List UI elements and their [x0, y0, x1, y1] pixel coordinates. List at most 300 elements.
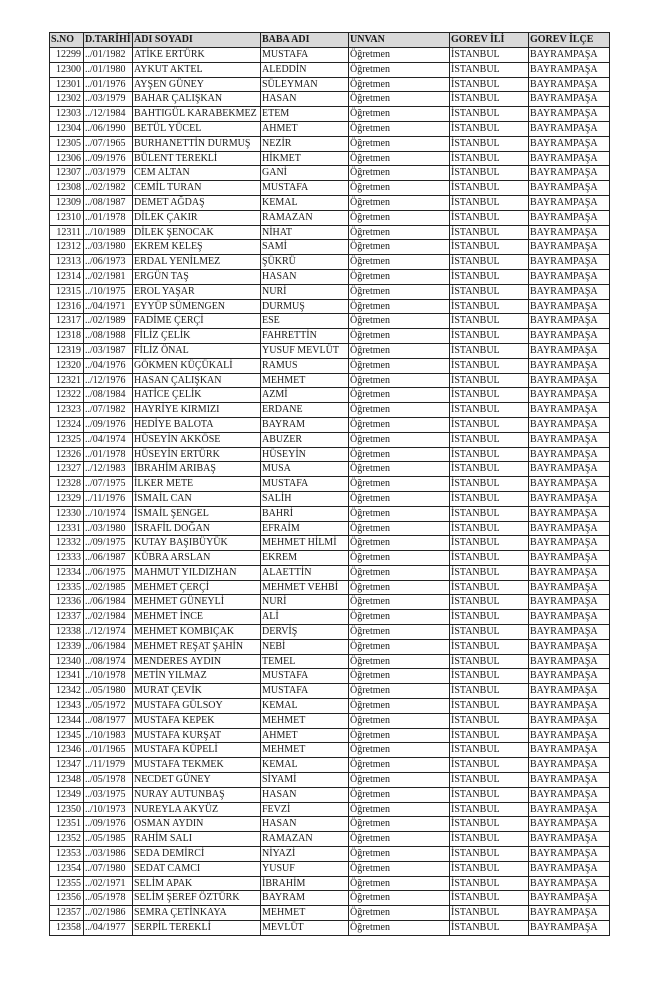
cell-father-name: EKREM	[261, 551, 349, 566]
cell-sno: 12318	[50, 329, 84, 344]
table-row	[50, 625, 610, 640]
cell-full-name: MEHMET KOMBIÇAK	[133, 625, 261, 640]
cell-birth-date: ../03/1980	[84, 521, 133, 536]
cell-full-name: BAHTIGÜL KARABEKMEZ	[133, 107, 261, 122]
cell-father-name: YUSUF	[261, 861, 349, 876]
cell-province: İSTANBUL	[450, 802, 529, 817]
cell-sno: 12326	[50, 447, 84, 462]
cell-father-name: BAYRAM	[261, 891, 349, 906]
cell-birth-date: ../10/1978	[84, 669, 133, 684]
cell-full-name: OSMAN AYDIN	[133, 817, 261, 832]
cell-full-name: DİLEK ÇAKIR	[133, 210, 261, 225]
cell-province: İSTANBUL	[450, 417, 529, 432]
cell-title: Öğretmen	[349, 343, 450, 358]
cell-district: BAYRAMPAŞA	[529, 847, 610, 862]
cell-district: BAYRAMPAŞA	[529, 447, 610, 462]
cell-birth-date: ../07/1980	[84, 861, 133, 876]
cell-father-name: NURİ	[261, 595, 349, 610]
cell-father-name: NURİ	[261, 284, 349, 299]
cell-father-name: MUSTAFA	[261, 684, 349, 699]
cell-province: İSTANBUL	[450, 62, 529, 77]
table-row	[50, 921, 610, 936]
cell-province: İSTANBUL	[450, 269, 529, 284]
cell-sno: 12314	[50, 269, 84, 284]
cell-father-name: NEZİR	[261, 136, 349, 151]
cell-full-name: BETÜL YÜCEL	[133, 121, 261, 136]
cell-father-name: MEHMET VEHBİ	[261, 580, 349, 595]
cell-title: Öğretmen	[349, 891, 450, 906]
table-row	[50, 773, 610, 788]
table-row	[50, 136, 610, 151]
cell-title: Öğretmen	[349, 832, 450, 847]
cell-province: İSTANBUL	[450, 565, 529, 580]
table-row	[50, 373, 610, 388]
cell-sno: 12347	[50, 758, 84, 773]
table-row	[50, 565, 610, 580]
table-row	[50, 699, 610, 714]
cell-full-name: MUSTAFA KEPEK	[133, 713, 261, 728]
cell-sno: 12303	[50, 107, 84, 122]
cell-district: BAYRAMPAŞA	[529, 462, 610, 477]
cell-full-name: HÜSEYİN AKKÖSE	[133, 432, 261, 447]
cell-province: İSTANBUL	[450, 136, 529, 151]
cell-father-name: HASAN	[261, 92, 349, 107]
cell-birth-date: ../08/1974	[84, 654, 133, 669]
cell-sno: 12299	[50, 48, 84, 63]
cell-father-name: KEMAL	[261, 195, 349, 210]
cell-father-name: DERVİŞ	[261, 625, 349, 640]
cell-full-name: MUSTAFA KURŞAT	[133, 728, 261, 743]
table-row	[50, 876, 610, 891]
cell-district: BAYRAMPAŞA	[529, 921, 610, 936]
cell-full-name: AYŞEN GÜNEY	[133, 77, 261, 92]
cell-province: İSTANBUL	[450, 447, 529, 462]
table-row	[50, 462, 610, 477]
cell-birth-date: ../08/1984	[84, 388, 133, 403]
table-row	[50, 639, 610, 654]
cell-district: BAYRAMPAŞA	[529, 654, 610, 669]
cell-full-name: SELİM ŞEREF ÖZTÜRK	[133, 891, 261, 906]
cell-full-name: KÜBRA ARSLAN	[133, 551, 261, 566]
cell-sno: 12308	[50, 181, 84, 196]
table-row	[50, 551, 610, 566]
cell-full-name: İBRAHİM ARIBAŞ	[133, 462, 261, 477]
cell-district: BAYRAMPAŞA	[529, 314, 610, 329]
cell-district: BAYRAMPAŞA	[529, 699, 610, 714]
cell-sno: 12355	[50, 876, 84, 891]
cell-father-name: SALİH	[261, 491, 349, 506]
cell-birth-date: ../08/1977	[84, 713, 133, 728]
cell-province: İSTANBUL	[450, 373, 529, 388]
cell-father-name: ALİ	[261, 610, 349, 625]
cell-title: Öğretmen	[349, 551, 450, 566]
cell-sno: 12343	[50, 699, 84, 714]
cell-father-name: BAHRİ	[261, 506, 349, 521]
cell-district: BAYRAMPAŞA	[529, 861, 610, 876]
cell-sno: 12311	[50, 225, 84, 240]
cell-father-name: ESE	[261, 314, 349, 329]
table-row	[50, 417, 610, 432]
cell-birth-date: ../01/1982	[84, 48, 133, 63]
cell-father-name: KEMAL	[261, 699, 349, 714]
table-row	[50, 181, 610, 196]
cell-full-name: EROL YAŞAR	[133, 284, 261, 299]
cell-province: İSTANBUL	[450, 669, 529, 684]
cell-province: İSTANBUL	[450, 299, 529, 314]
cell-province: İSTANBUL	[450, 684, 529, 699]
cell-sno: 12300	[50, 62, 84, 77]
cell-title: Öğretmen	[349, 121, 450, 136]
cell-province: İSTANBUL	[450, 876, 529, 891]
cell-birth-date: ../02/1985	[84, 580, 133, 595]
cell-province: İSTANBUL	[450, 358, 529, 373]
cell-full-name: EYYÜP SÜMENGEN	[133, 299, 261, 314]
cell-full-name: ATİKE ERTÜRK	[133, 48, 261, 63]
cell-birth-date: ../01/1980	[84, 62, 133, 77]
cell-province: İSTANBUL	[450, 462, 529, 477]
cell-father-name: MUSA	[261, 462, 349, 477]
cell-district: BAYRAMPAŞA	[529, 151, 610, 166]
cell-sno: 12342	[50, 684, 84, 699]
cell-district: BAYRAMPAŞA	[529, 299, 610, 314]
cell-title: Öğretmen	[349, 847, 450, 862]
cell-title: Öğretmen	[349, 491, 450, 506]
table-row	[50, 255, 610, 270]
cell-title: Öğretmen	[349, 595, 450, 610]
cell-province: İSTANBUL	[450, 891, 529, 906]
table-row	[50, 62, 610, 77]
cell-title: Öğretmen	[349, 195, 450, 210]
table-row	[50, 284, 610, 299]
cell-title: Öğretmen	[349, 358, 450, 373]
teacher-list-table	[49, 32, 610, 936]
cell-birth-date: ../06/1987	[84, 551, 133, 566]
cell-full-name: NURAY AUTUNBAŞ	[133, 787, 261, 802]
cell-province: İSTANBUL	[450, 610, 529, 625]
cell-father-name: MEHMET	[261, 373, 349, 388]
cell-birth-date: ../08/1988	[84, 329, 133, 344]
cell-full-name: SERPİL TEREKLİ	[133, 921, 261, 936]
cell-sno: 12341	[50, 669, 84, 684]
cell-district: BAYRAMPAŞA	[529, 684, 610, 699]
cell-title: Öğretmen	[349, 728, 450, 743]
cell-title: Öğretmen	[349, 432, 450, 447]
cell-father-name: ŞÜKRÜ	[261, 255, 349, 270]
cell-province: İSTANBUL	[450, 77, 529, 92]
cell-father-name: GANİ	[261, 166, 349, 181]
cell-province: İSTANBUL	[450, 195, 529, 210]
cell-sno: 12332	[50, 536, 84, 551]
cell-title: Öğretmen	[349, 699, 450, 714]
table-row	[50, 743, 610, 758]
cell-district: BAYRAMPAŞA	[529, 891, 610, 906]
table-row	[50, 861, 610, 876]
table-row	[50, 595, 610, 610]
cell-district: BAYRAMPAŞA	[529, 758, 610, 773]
header-row	[50, 33, 610, 48]
cell-father-name: BAYRAM	[261, 417, 349, 432]
cell-sno: 12307	[50, 166, 84, 181]
cell-father-name: SİYAMİ	[261, 773, 349, 788]
cell-birth-date: ../02/1986	[84, 906, 133, 921]
table-row	[50, 388, 610, 403]
cell-title: Öğretmen	[349, 787, 450, 802]
cell-sno: 12334	[50, 565, 84, 580]
cell-full-name: GÖKMEN KÜÇÜKALİ	[133, 358, 261, 373]
cell-full-name: İLKER METE	[133, 477, 261, 492]
table-row	[50, 92, 610, 107]
cell-district: BAYRAMPAŞA	[529, 610, 610, 625]
cell-province: İSTANBUL	[450, 181, 529, 196]
cell-father-name: MEVLÜT	[261, 921, 349, 936]
cell-district: BAYRAMPAŞA	[529, 817, 610, 832]
cell-sno: 12337	[50, 610, 84, 625]
cell-title: Öğretmen	[349, 743, 450, 758]
cell-province: İSTANBUL	[450, 107, 529, 122]
cell-sno: 12310	[50, 210, 84, 225]
cell-sno: 12339	[50, 639, 84, 654]
cell-full-name: MEHMET İNCE	[133, 610, 261, 625]
cell-full-name: MEHMET ÇERÇİ	[133, 580, 261, 595]
cell-full-name: FİLİZ ÖNAL	[133, 343, 261, 358]
cell-father-name: FAHRETTİN	[261, 329, 349, 344]
cell-province: İSTANBUL	[450, 699, 529, 714]
cell-full-name: MAHMUT YILDIZHAN	[133, 565, 261, 580]
table-row	[50, 77, 610, 92]
cell-full-name: MUSTAFA KÜPELİ	[133, 743, 261, 758]
cell-father-name: AHMET	[261, 121, 349, 136]
cell-district: BAYRAMPAŞA	[529, 432, 610, 447]
table-row	[50, 477, 610, 492]
header-district: GOREV İLÇE	[529, 33, 610, 48]
cell-province: İSTANBUL	[450, 432, 529, 447]
cell-full-name: ERGÜN TAŞ	[133, 269, 261, 284]
cell-title: Öğretmen	[349, 906, 450, 921]
cell-full-name: MEHMET REŞAT ŞAHİN	[133, 639, 261, 654]
cell-father-name: ALAETTİN	[261, 565, 349, 580]
table-row	[50, 314, 610, 329]
cell-district: BAYRAMPAŞA	[529, 373, 610, 388]
cell-title: Öğretmen	[349, 773, 450, 788]
cell-birth-date: ../05/1978	[84, 891, 133, 906]
cell-full-name: ERDAL YENİLMEZ	[133, 255, 261, 270]
cell-sno: 12306	[50, 151, 84, 166]
cell-father-name: NEBİ	[261, 639, 349, 654]
cell-birth-date: ../04/1976	[84, 358, 133, 373]
cell-district: BAYRAMPAŞA	[529, 536, 610, 551]
cell-father-name: RAMAZAN	[261, 832, 349, 847]
header-birth-date: D.TARİHİ	[84, 33, 133, 48]
cell-birth-date: ../09/1975	[84, 536, 133, 551]
cell-father-name: İBRAHİM	[261, 876, 349, 891]
cell-title: Öğretmen	[349, 225, 450, 240]
cell-sno: 12357	[50, 906, 84, 921]
cell-title: Öğretmen	[349, 329, 450, 344]
cell-title: Öğretmen	[349, 477, 450, 492]
table-row	[50, 832, 610, 847]
cell-title: Öğretmen	[349, 314, 450, 329]
table-row	[50, 403, 610, 418]
cell-title: Öğretmen	[349, 240, 450, 255]
cell-title: Öğretmen	[349, 639, 450, 654]
cell-province: İSTANBUL	[450, 758, 529, 773]
cell-province: İSTANBUL	[450, 921, 529, 936]
cell-birth-date: ../02/1982	[84, 181, 133, 196]
cell-title: Öğretmen	[349, 299, 450, 314]
cell-district: BAYRAMPAŞA	[529, 551, 610, 566]
cell-title: Öğretmen	[349, 921, 450, 936]
cell-title: Öğretmen	[349, 166, 450, 181]
cell-birth-date: ../05/1980	[84, 684, 133, 699]
cell-sno: 12345	[50, 728, 84, 743]
cell-birth-date: ../05/1985	[84, 832, 133, 847]
cell-father-name: ETEM	[261, 107, 349, 122]
cell-full-name: SEMRA ÇETİNKAYA	[133, 906, 261, 921]
cell-sno: 12351	[50, 817, 84, 832]
cell-sno: 12313	[50, 255, 84, 270]
cell-sno: 12354	[50, 861, 84, 876]
cell-sno: 12327	[50, 462, 84, 477]
table-row	[50, 758, 610, 773]
header-province: GOREV İLİ	[450, 33, 529, 48]
cell-province: İSTANBUL	[450, 210, 529, 225]
cell-full-name: İSRAFİL DOĞAN	[133, 521, 261, 536]
cell-full-name: EKREM KELEŞ	[133, 240, 261, 255]
cell-title: Öğretmen	[349, 136, 450, 151]
cell-title: Öğretmen	[349, 373, 450, 388]
cell-father-name: MUSTAFA	[261, 48, 349, 63]
cell-full-name: NECDET GÜNEY	[133, 773, 261, 788]
cell-district: BAYRAMPAŞA	[529, 477, 610, 492]
cell-district: BAYRAMPAŞA	[529, 225, 610, 240]
cell-province: İSTANBUL	[450, 861, 529, 876]
cell-title: Öğretmen	[349, 817, 450, 832]
cell-province: İSTANBUL	[450, 48, 529, 63]
cell-province: İSTANBUL	[450, 477, 529, 492]
cell-district: BAYRAMPAŞA	[529, 92, 610, 107]
cell-sno: 12316	[50, 299, 84, 314]
cell-district: BAYRAMPAŞA	[529, 773, 610, 788]
cell-full-name: SELİM APAK	[133, 876, 261, 891]
cell-province: İSTANBUL	[450, 506, 529, 521]
cell-full-name: NUREYLA AKYÜZ	[133, 802, 261, 817]
cell-title: Öğretmen	[349, 151, 450, 166]
cell-father-name: ALEDDİN	[261, 62, 349, 77]
cell-full-name: FADİME ÇERÇİ	[133, 314, 261, 329]
cell-province: İSTANBUL	[450, 284, 529, 299]
cell-birth-date: ../06/1990	[84, 121, 133, 136]
cell-full-name: HEDİYE BALOTA	[133, 417, 261, 432]
cell-district: BAYRAMPAŞA	[529, 62, 610, 77]
header-father-name: BABA ADI	[261, 33, 349, 48]
cell-province: İSTANBUL	[450, 343, 529, 358]
cell-district: BAYRAMPAŞA	[529, 358, 610, 373]
cell-birth-date: ../08/1987	[84, 195, 133, 210]
cell-full-name: HAYRİYE KIRMIZI	[133, 403, 261, 418]
cell-province: İSTANBUL	[450, 536, 529, 551]
cell-title: Öğretmen	[349, 284, 450, 299]
cell-full-name: DEMET AĞDAŞ	[133, 195, 261, 210]
cell-full-name: KUTAY BAŞIBÜYÜK	[133, 536, 261, 551]
cell-district: BAYRAMPAŞA	[529, 136, 610, 151]
cell-sno: 12325	[50, 432, 84, 447]
cell-province: İSTANBUL	[450, 121, 529, 136]
cell-birth-date: ../12/1983	[84, 462, 133, 477]
table-row	[50, 891, 610, 906]
table-row	[50, 802, 610, 817]
cell-full-name: BÜLENT TEREKLİ	[133, 151, 261, 166]
cell-title: Öğretmen	[349, 758, 450, 773]
cell-birth-date: ../04/1977	[84, 921, 133, 936]
cell-sno: 12353	[50, 847, 84, 862]
cell-province: İSTANBUL	[450, 847, 529, 862]
header-full-name: ADI SOYADI	[133, 33, 261, 48]
cell-title: Öğretmen	[349, 388, 450, 403]
cell-birth-date: ../01/1978	[84, 210, 133, 225]
cell-district: BAYRAMPAŞA	[529, 195, 610, 210]
cell-father-name: EFRAİM	[261, 521, 349, 536]
cell-district: BAYRAMPAŞA	[529, 417, 610, 432]
table-row	[50, 432, 610, 447]
cell-birth-date: ../06/1984	[84, 639, 133, 654]
cell-father-name: RAMAZAN	[261, 210, 349, 225]
cell-sno: 12304	[50, 121, 84, 136]
cell-title: Öğretmen	[349, 210, 450, 225]
cell-district: BAYRAMPAŞA	[529, 521, 610, 536]
cell-full-name: RAHİM SALI	[133, 832, 261, 847]
cell-birth-date: ../02/1971	[84, 876, 133, 891]
cell-province: İSTANBUL	[450, 92, 529, 107]
cell-birth-date: ../03/1975	[84, 787, 133, 802]
cell-title: Öğretmen	[349, 713, 450, 728]
cell-province: İSTANBUL	[450, 491, 529, 506]
cell-sno: 12317	[50, 314, 84, 329]
cell-title: Öğretmen	[349, 181, 450, 196]
cell-title: Öğretmen	[349, 403, 450, 418]
cell-father-name: NİYAZİ	[261, 847, 349, 862]
cell-sno: 12352	[50, 832, 84, 847]
cell-district: BAYRAMPAŞA	[529, 565, 610, 580]
cell-province: İSTANBUL	[450, 580, 529, 595]
cell-birth-date: ../01/1978	[84, 447, 133, 462]
cell-birth-date: ../02/1989	[84, 314, 133, 329]
cell-sno: 12331	[50, 521, 84, 536]
cell-province: İSTANBUL	[450, 817, 529, 832]
cell-district: BAYRAMPAŞA	[529, 595, 610, 610]
table-row	[50, 787, 610, 802]
cell-province: İSTANBUL	[450, 625, 529, 640]
cell-province: İSTANBUL	[450, 713, 529, 728]
cell-birth-date: ../09/1976	[84, 151, 133, 166]
table-row	[50, 506, 610, 521]
cell-district: BAYRAMPAŞA	[529, 625, 610, 640]
cell-district: BAYRAMPAŞA	[529, 876, 610, 891]
cell-sno: 12330	[50, 506, 84, 521]
cell-title: Öğretmen	[349, 77, 450, 92]
cell-father-name: MUSTAFA	[261, 477, 349, 492]
cell-birth-date: ../06/1973	[84, 255, 133, 270]
cell-father-name: TEMEL	[261, 654, 349, 669]
cell-district: BAYRAMPAŞA	[529, 403, 610, 418]
cell-title: Öğretmen	[349, 610, 450, 625]
cell-father-name: AZMİ	[261, 388, 349, 403]
cell-title: Öğretmen	[349, 447, 450, 462]
cell-birth-date: ../03/1986	[84, 847, 133, 862]
cell-full-name: MUSTAFA TEKMEK	[133, 758, 261, 773]
cell-district: BAYRAMPAŞA	[529, 743, 610, 758]
cell-birth-date: ../03/1979	[84, 92, 133, 107]
cell-province: İSTANBUL	[450, 743, 529, 758]
